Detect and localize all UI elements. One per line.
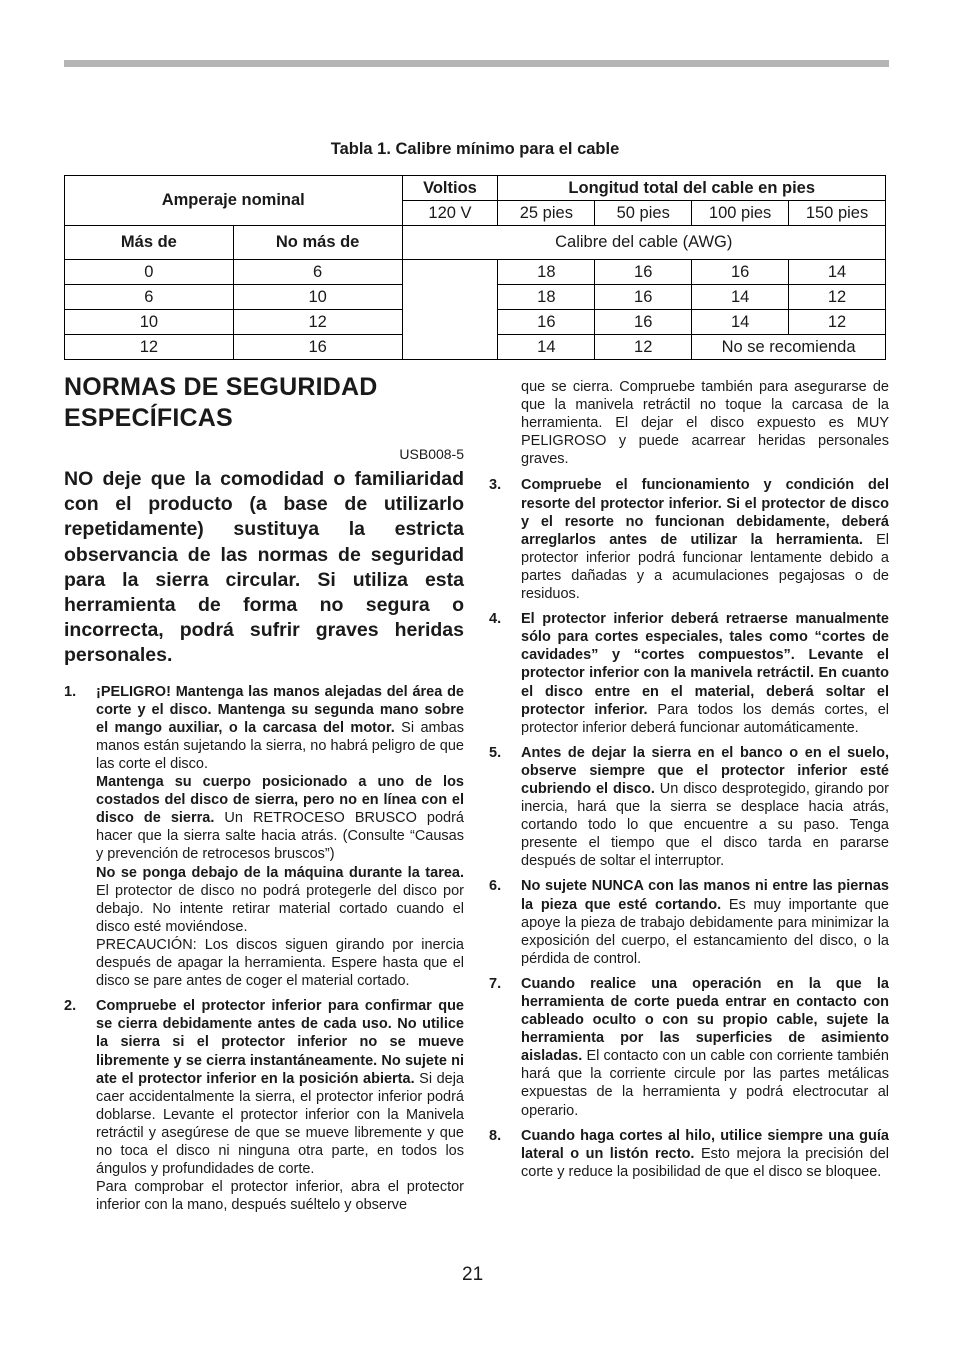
- item-text: Para comprobar el protector inferior, abra el protector inferior con la mano, después suéltelo y observe: [96, 1179, 464, 1214]
- list-item: [64, 997, 464, 1214]
- item-bold-text: Compruebe el funcionamiento y condición del resorte del protector inferior. Si el protector de disco y el resorte no funcionan debidamente, deberá arreglarlos antes de utilizar la herramienta.: [521, 477, 889, 548]
- list-item: [489, 975, 889, 1120]
- table-cell: 6: [65, 285, 234, 310]
- item-number: 4.: [489, 611, 502, 628]
- intro-warning: NO deje que la comodidad o familiaridad con el producto (a base de utilizarlo repetidamente) sustituya la estricta observancia de las normas de seguridad para la sierra circular. Si utiliza esta herramienta de forma no segura o incorrecta, podrá sufrir graves heridas personales.: [64, 468, 464, 667]
- table-cell: 14: [692, 310, 789, 335]
- safety-list-right: [489, 476, 889, 1180]
- item-bold-text: Cuando realice una operación en la que la herramienta de corte pueda entrar en contacto con cableado oculto o con su propio cable, sujete la herramienta por las superficies de asimiento aisladas.: [521, 975, 889, 1065]
- item-text: Si ambas manos están sujetando la sierra, no habrá peligro de que las corte el disco.: [96, 719, 464, 772]
- table-cell: 18: [498, 260, 595, 285]
- section-title-line1: NORMAS DE SEGURIDAD: [64, 373, 378, 401]
- list-item: [489, 476, 889, 603]
- item-bold-text: El protector inferior deberá retraerse manualmente sólo para cortes especiales, tales como “cortes de cavidades” y “cortes compuestos”. Levante el protector inferior con la manivela retráctil. En cuanto el disco entre en el material, deberá soltar el protector inferior.: [521, 611, 889, 718]
- item-bold-text: No sujete NUNCA con las manos ni entre las piernas la pieza que esté cortando.: [521, 878, 889, 913]
- list-item: [489, 744, 889, 871]
- item-bold-text: Mantenga su cuerpo posicionado a uno de los costados del disco de sierra, pero no en línea con el disco de sierra.: [96, 774, 464, 827]
- section-title-line2: ESPECÍFICAS: [64, 404, 233, 432]
- table-title: Tabla 1. Calibre mínimo para el cable: [330, 140, 620, 158]
- table-cell: 12: [789, 310, 886, 335]
- length-100: 100 pies: [692, 201, 789, 226]
- table-cell: 12: [65, 335, 234, 360]
- empty-volts-cell: [402, 260, 498, 360]
- item-number: 8.: [489, 1127, 502, 1144]
- header-rule: [64, 60, 889, 67]
- item-caution: PRECAUCIÓN: Los discos siguen girando por inercia después de apagar la herramienta. Espere hasta que el disco se pare antes de coger el material cortado.: [96, 936, 464, 990]
- table-cell: 14: [498, 335, 595, 360]
- length-150: 150 pies: [789, 201, 886, 226]
- item-text: El contacto con un cable con corriente también hará que la corriente circule por las partes metálicas expuestas de la herramienta y podrá electrocutar al operario.: [521, 1048, 889, 1119]
- left-column: [64, 372, 464, 1221]
- list-item: [489, 610, 889, 737]
- document-code: USB008-5: [399, 446, 464, 462]
- table-cell: 16: [595, 285, 692, 310]
- item-number: 3.: [489, 477, 502, 494]
- table-cell: 12: [233, 310, 402, 335]
- header-length: Longitud total del cable en pies: [498, 176, 886, 201]
- item-text: Para todos los demás cortes, el protector inferior deberá funcionar automáticamente.: [521, 701, 889, 736]
- item-number: 6.: [489, 878, 502, 895]
- table-cell: 16: [692, 260, 789, 285]
- length-50: 50 pies: [595, 201, 692, 226]
- list-item: [489, 1127, 889, 1181]
- item-number: 1.: [64, 683, 77, 700]
- right-column: [489, 378, 889, 1188]
- section-title: [64, 372, 464, 434]
- item-bold-text: Cuando haga cortes al hilo, utilice siempre una guía lateral o un listón recto.: [521, 1127, 889, 1162]
- table-row: [65, 260, 886, 285]
- table-cell: 12: [789, 285, 886, 310]
- length-25: 25 pies: [498, 201, 595, 226]
- list-item: [64, 683, 464, 991]
- item-number: 2.: [64, 998, 77, 1015]
- item-bold-text: Compruebe el protector inferior para confirmar que se cierra debidamente antes de cada uso. No utilice la sierra si el protector inferior no se mueve libremente y se cierra instantáneamente. No sujete ni ate el protector inferior en la posición abierta.: [96, 998, 464, 1087]
- item-number: 7.: [489, 975, 502, 992]
- item-text: Un RETROCESO BRUSCO podrá hacer que la sierra salte hacia atrás. (Consulte “Causas y prevención de retrocesos bruscos”): [96, 810, 464, 863]
- table-cell: 10: [233, 285, 402, 310]
- item-text: El protector inferior podrá funcionar lentamente debido a partes dañadas y a acumulaciones pegajosas o de residuos.: [521, 531, 889, 603]
- header-volts: Voltios: [402, 176, 498, 201]
- table-cell: 12: [595, 335, 692, 360]
- safety-list-left: [64, 683, 464, 1215]
- table-cell: 16: [595, 310, 692, 335]
- table-cell: 0: [65, 260, 234, 285]
- gauge-label: Calibre del cable (AWG): [402, 226, 886, 260]
- header-amperage: Amperaje nominal: [65, 176, 403, 226]
- table-header-row: [65, 176, 886, 201]
- table-cell: 16: [595, 260, 692, 285]
- col-more-than: Más de: [65, 226, 234, 260]
- table-cell: 14: [692, 285, 789, 310]
- col-not-more-than: No más de: [233, 226, 402, 260]
- item-bold-text: Antes de dejar la sierra en el banco o en el suelo, observe siempre que el protector inferior esté cubriendo el disco.: [521, 744, 889, 797]
- table-cell: 6: [233, 260, 402, 285]
- table-cell: 16: [498, 310, 595, 335]
- item-text: Si deja caer accidentalmente la sierra, el protector inferior podrá doblarse. Levante el protector inferior con la Manivela retráctil y asegúrese de que se mueve libremente y que no toca el disco ni ninguna otra parte, en todos los ángulos y profundidades de corte.: [96, 1070, 464, 1178]
- item-text: El protector de disco no podrá protegerle del disco por debajo. No intente retirar material cortado cuando el disco esté moviéndose.: [96, 882, 464, 935]
- table-column-row: [65, 226, 886, 260]
- list-item: [489, 877, 889, 967]
- cable-gauge-table: [64, 175, 886, 360]
- item-number: 5.: [489, 744, 502, 761]
- table-cell: 18: [498, 285, 595, 310]
- table-cell: 10: [65, 310, 234, 335]
- page-number: 21: [462, 1264, 484, 1285]
- item-bold-text: ¡PELIGRO! Mantenga las manos alejadas del área de corte y el disco. Mantenga su segunda mano sobre el mango auxiliar, o la carcasa del motor.: [96, 683, 464, 736]
- table-cell: 14: [789, 260, 886, 285]
- table-cell-not-recommended: No se recomienda: [692, 335, 886, 360]
- item-bold-text: No se ponga debajo de la máquina durante la tarea.: [96, 864, 464, 881]
- item-continuation: que se cierra. Compruebe también para asegurarse de que la manivela retráctil no toque la carcasa de la herramienta. El dejar el disco expuesto es MUY PELIGROSO y puede acarrear heridas personales graves.: [521, 379, 889, 468]
- item-text: Un disco desprotegido, girando por inercia, hará que la sierra se desplace hacia atrás, cortando todo lo que encuentre a su paso. Tenga presente el tiempo que el disco tarda en pararse después de soltar el interruptor.: [521, 780, 889, 870]
- item-text: Esto mejora la precisión del corte y reduce la posibilidad de que el disco se bloquee.: [521, 1145, 889, 1180]
- item-text: Es muy importante que apoye la pieza de trabajo debidamente para minimizar la exposición del cuerpo, el estancamiento del disco, o la pérdida de control.: [521, 896, 889, 967]
- volts-value: 120 V: [402, 201, 498, 226]
- table-cell: 16: [233, 335, 402, 360]
